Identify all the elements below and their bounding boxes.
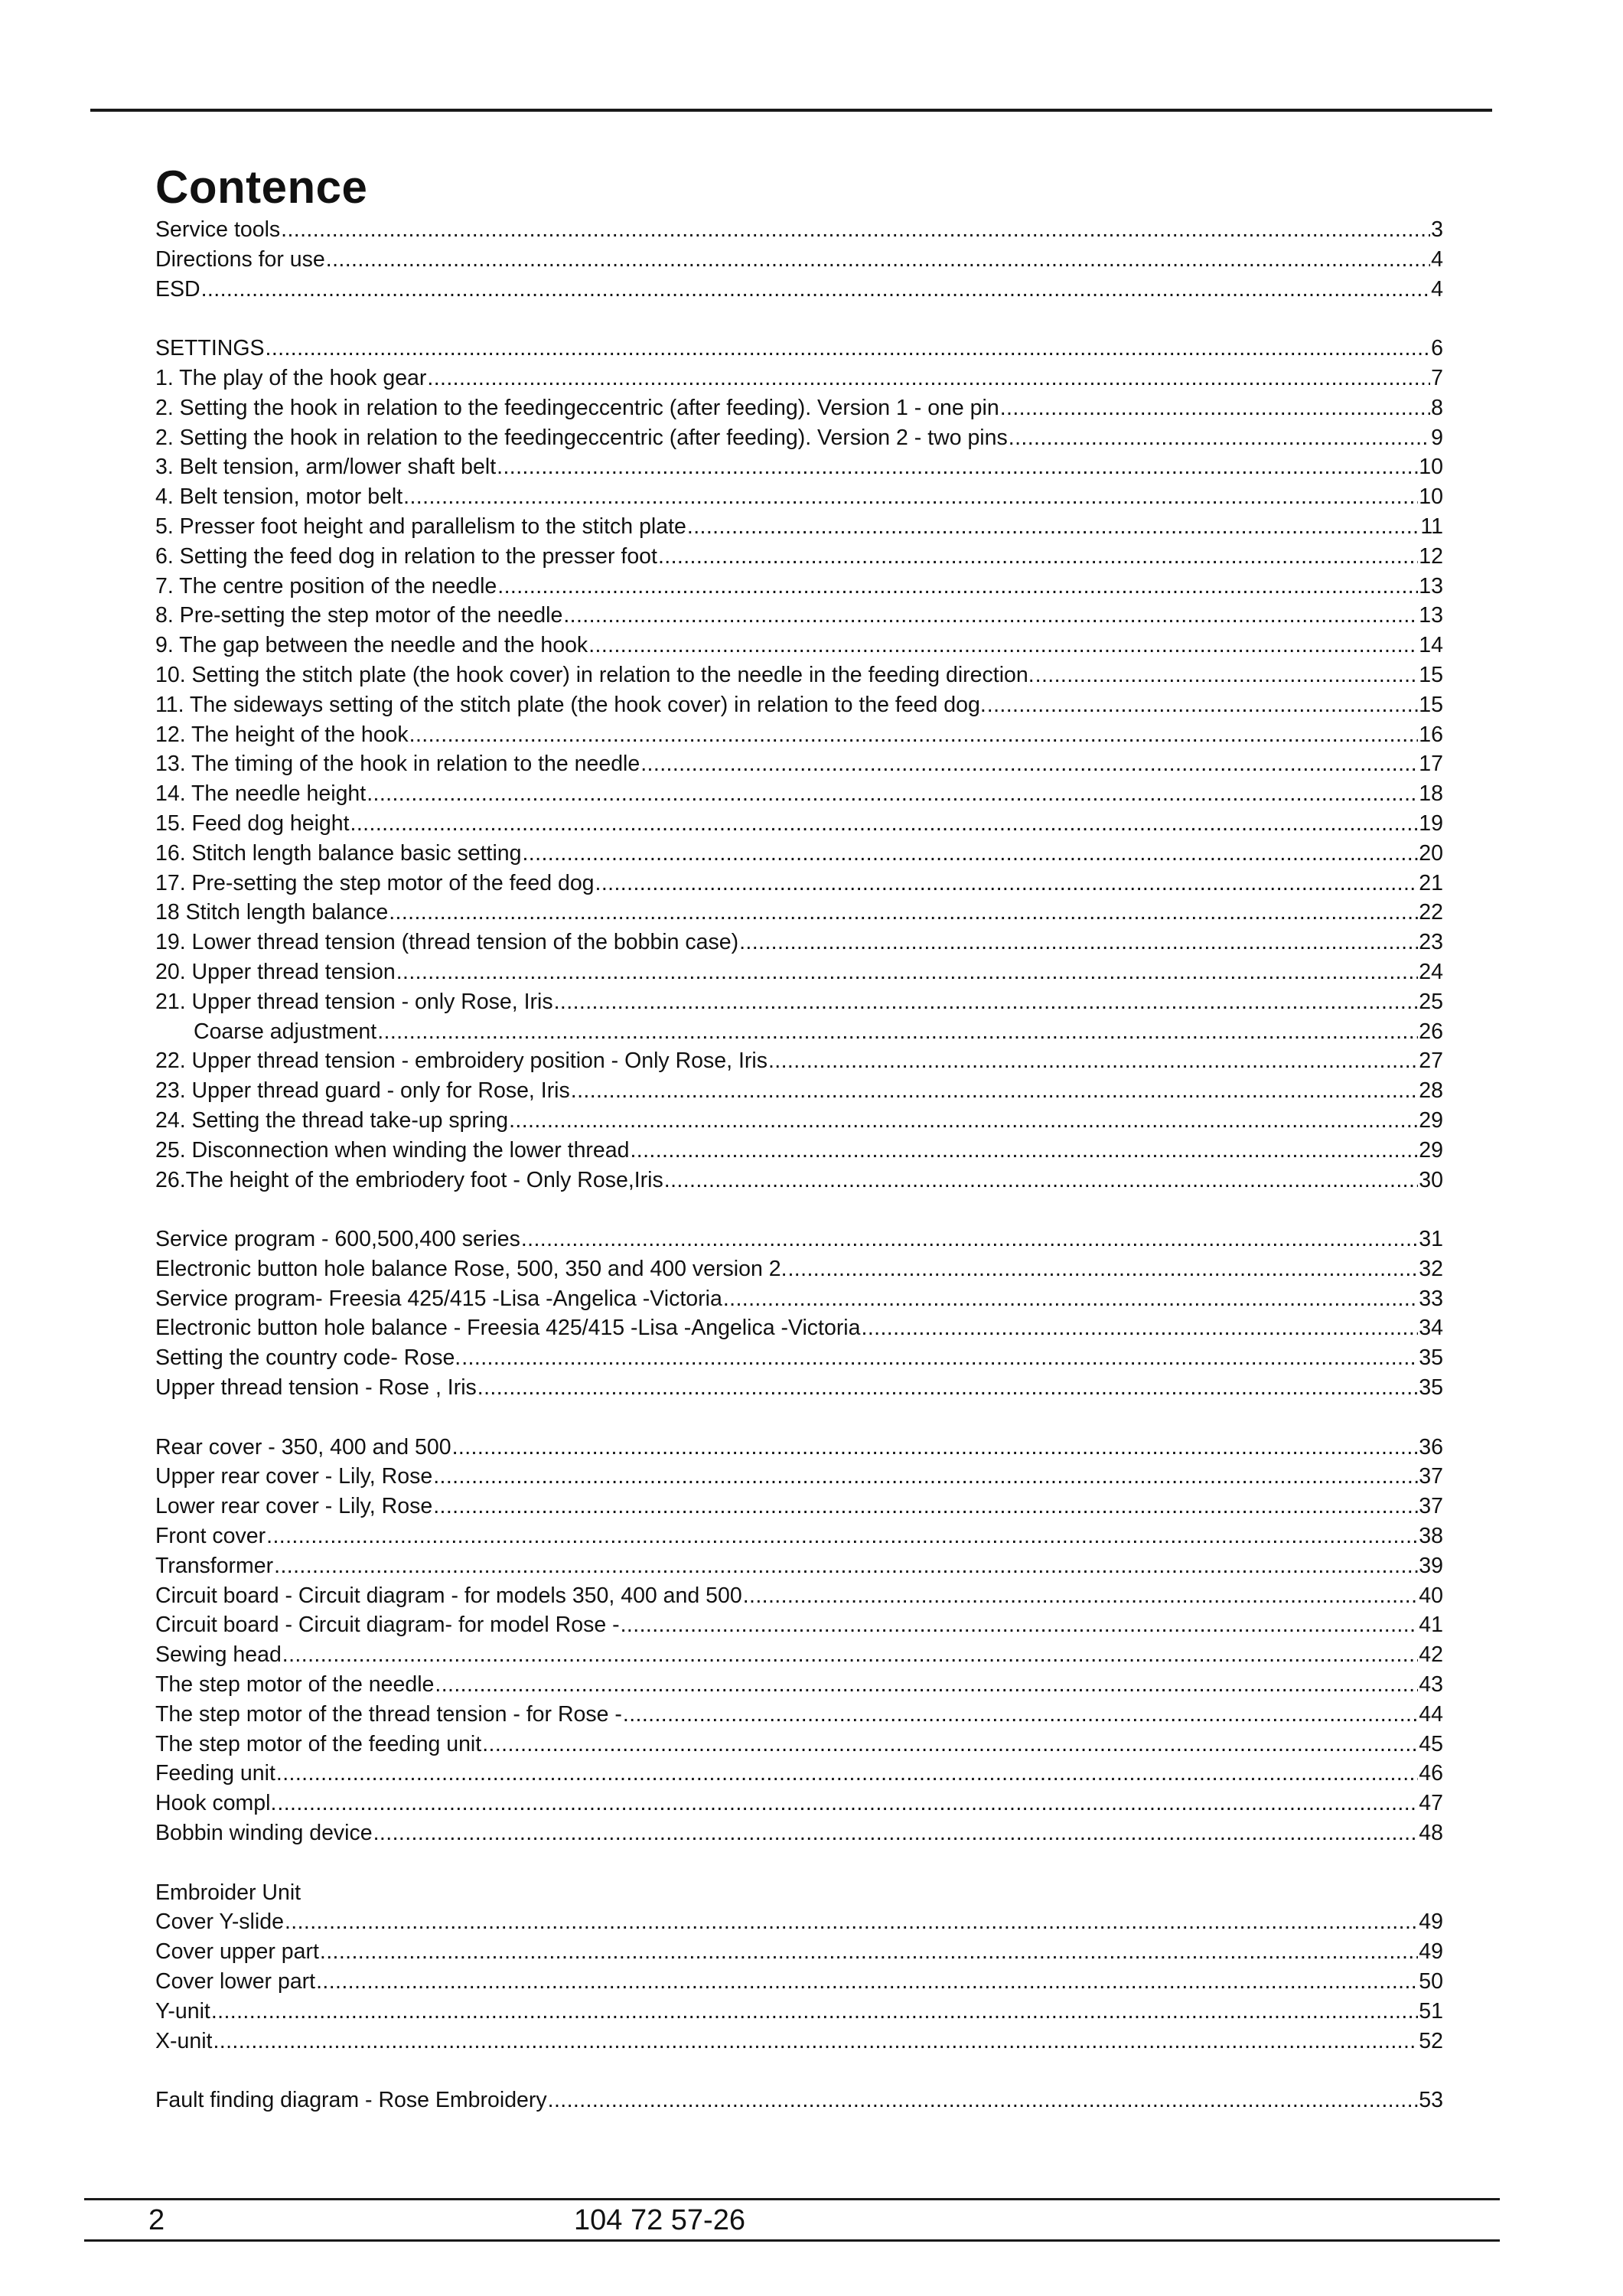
dot-leader xyxy=(497,572,1418,602)
dot-leader xyxy=(640,749,1418,779)
dot-leader xyxy=(201,275,1431,305)
toc-entry-page: 15 xyxy=(1419,692,1443,717)
toc-entry[interactable] xyxy=(155,1967,1443,1997)
toc-entry-page: 41 xyxy=(1419,1613,1443,1638)
dot-leader xyxy=(477,1373,1419,1403)
toc-entry[interactable] xyxy=(155,869,1443,899)
toc-entry-title: Lower rear cover - Lily, Rose xyxy=(155,1494,433,1519)
dot-leader xyxy=(768,1046,1418,1076)
dot-leader xyxy=(282,1640,1419,1670)
toc-entry-title: Rear cover - 350, 400 and 500 xyxy=(155,1434,451,1459)
toc-entry-title: Cover lower part xyxy=(155,1969,316,1994)
toc-entry-page: 12 xyxy=(1419,543,1443,569)
toc-entry-title: 2. Setting the hook in relation to the feedingeccentric (after feeding). Version 2 - two pins xyxy=(155,425,1008,450)
toc-entry-page: 37 xyxy=(1419,1494,1443,1519)
toc-entry[interactable] xyxy=(155,245,1443,275)
toc-entry[interactable] xyxy=(155,1373,1443,1403)
toc-entry-title: 21. Upper thread tension - only Rose, Iris xyxy=(155,989,553,1014)
toc-entry[interactable] xyxy=(155,1581,1443,1611)
dot-leader xyxy=(595,869,1419,899)
toc-entry-title: Feeding unit xyxy=(155,1761,275,1786)
footer-rule-bottom xyxy=(84,2239,1500,2242)
toc-entry[interactable] xyxy=(155,1166,1443,1195)
toc-entry-title: 12. The height of the hook xyxy=(155,722,409,747)
toc-entry[interactable] xyxy=(155,1789,1443,1818)
toc-entry[interactable] xyxy=(155,720,1443,750)
dot-leader xyxy=(433,1492,1418,1521)
dot-leader xyxy=(623,1700,1418,1730)
toc-entry-title: Y-unit xyxy=(155,1998,210,2024)
toc-entry[interactable] xyxy=(155,542,1443,572)
toc-entry[interactable] xyxy=(155,779,1443,809)
toc-entry[interactable] xyxy=(155,1937,1443,1967)
dot-leader xyxy=(554,987,1419,1017)
section-gap xyxy=(155,1195,1443,1225)
dot-leader xyxy=(427,364,1430,393)
toc-entry-page: 30 xyxy=(1419,1167,1443,1192)
toc-entry-title: Circuit board - Circuit diagram - for models 350, 400 and 500 xyxy=(155,1583,742,1608)
toc-entry[interactable] xyxy=(155,987,1443,1017)
dot-leader xyxy=(571,1076,1419,1106)
toc-entry[interactable] xyxy=(155,512,1443,542)
toc-entry[interactable] xyxy=(155,957,1443,987)
dot-leader xyxy=(452,1433,1419,1463)
toc-entry-title: Electronic button hole balance Rose, 500, 350 and 400 version 2. xyxy=(155,1256,787,1281)
toc-entry-title: 10. Setting the stitch plate (the hook cover) in relation to the needle in the feeding direction. xyxy=(155,662,1035,687)
toc-entry-page: 19 xyxy=(1419,810,1443,836)
toc-entry-page: 49 xyxy=(1419,1910,1443,1935)
toc-entry[interactable] xyxy=(155,2086,1443,2115)
toc-entry-page: 33 xyxy=(1419,1286,1443,1311)
toc-entry[interactable] xyxy=(155,1551,1443,1581)
dot-leader xyxy=(320,1937,1418,1967)
toc-entry[interactable] xyxy=(155,1017,1443,1047)
toc-entry-title: 2. Setting the hook in relation to the feedingeccentric (after feeding). Version 1 - one pin xyxy=(155,395,999,420)
toc-entry[interactable] xyxy=(155,690,1443,720)
dot-leader xyxy=(739,928,1418,957)
toc-entry[interactable] xyxy=(155,809,1443,839)
toc-entry[interactable] xyxy=(155,749,1443,779)
toc-entry[interactable] xyxy=(155,631,1443,660)
toc-entry-title: Sewing head xyxy=(155,1642,282,1668)
toc-entry-page: 47 xyxy=(1419,1791,1443,1816)
dot-leader xyxy=(389,898,1418,928)
toc-entry-title: 24. Setting the thread take-up spring xyxy=(155,1107,509,1133)
toc-entry[interactable] xyxy=(155,215,1443,245)
dot-leader xyxy=(377,1017,1418,1047)
toc-entry-page: 51 xyxy=(1419,1998,1443,2024)
toc-entry-title: SETTINGS xyxy=(155,336,265,361)
toc-entry[interactable] xyxy=(155,660,1443,690)
toc-entry-title: 22. Upper thread tension - embroidery position - Only Rose, Iris xyxy=(155,1049,768,1074)
toc-entry[interactable] xyxy=(155,364,1443,393)
toc-entry-page: 44 xyxy=(1419,1701,1443,1727)
dot-leader xyxy=(621,1610,1419,1640)
toc-entry-page: 35 xyxy=(1419,1345,1443,1371)
dot-leader xyxy=(213,2027,1418,2056)
toc-entry[interactable] xyxy=(155,393,1443,423)
toc-entry-title: Setting the country code- Rose. xyxy=(155,1345,461,1371)
toc-entry[interactable] xyxy=(155,839,1443,869)
dot-leader xyxy=(548,2086,1419,2115)
toc-entry-page: 40 xyxy=(1419,1583,1443,1608)
toc-entry-title: 7. The centre position of the needle xyxy=(155,573,497,598)
toc-entry[interactable] xyxy=(155,1521,1443,1551)
toc-entry-page: 16 xyxy=(1419,722,1443,747)
toc-entry-title: 25. Disconnection when winding the lower thread xyxy=(155,1137,630,1163)
toc-entry-page: 24 xyxy=(1419,959,1443,984)
toc-entry-page: 34 xyxy=(1419,1316,1443,1341)
toc-entry-page: 4 xyxy=(1431,246,1443,272)
toc-entry[interactable] xyxy=(155,423,1443,453)
dot-leader xyxy=(276,1759,1418,1789)
toc-entry[interactable] xyxy=(155,1076,1443,1106)
toc-entry-title: Cover upper part xyxy=(155,1939,319,1965)
toc-entry[interactable] xyxy=(155,1254,1443,1284)
toc-entry-page: 9 xyxy=(1431,425,1443,450)
toc-entry-title: 15. Feed dog height xyxy=(155,810,350,836)
toc-entry-title: Coarse adjustment xyxy=(194,1019,377,1044)
toc-entry[interactable] xyxy=(155,898,1443,928)
toc-entry[interactable] xyxy=(155,1759,1443,1789)
toc-entry-page: 6 xyxy=(1431,336,1443,361)
dot-leader xyxy=(409,720,1419,750)
toc-entry-page: 38 xyxy=(1419,1524,1443,1549)
toc-entry-page: 50 xyxy=(1419,1969,1443,1994)
toc-entry-page: 43 xyxy=(1419,1672,1443,1698)
dot-leader xyxy=(658,542,1418,572)
section-gap xyxy=(155,1848,1443,1878)
toc-entry-page: 29 xyxy=(1419,1137,1443,1163)
toc-entry[interactable] xyxy=(155,1106,1443,1136)
toc-entry-page: 42 xyxy=(1419,1642,1443,1668)
dot-leader xyxy=(522,839,1418,869)
toc-entry[interactable] xyxy=(155,452,1443,482)
toc-entry-page: 21 xyxy=(1419,870,1443,895)
toc-entry-title: 23. Upper thread guard - only for Rose, Iris xyxy=(155,1078,570,1104)
toc-entry[interactable] xyxy=(155,1136,1443,1166)
toc-entry[interactable] xyxy=(155,1462,1443,1492)
toc-entry-title: 26.The height of the embriodery foot - Only Rose,Iris xyxy=(155,1167,663,1192)
toc-entry[interactable] xyxy=(155,928,1443,957)
dot-leader xyxy=(563,601,1418,631)
dot-leader xyxy=(664,1166,1419,1195)
dot-leader xyxy=(509,1106,1418,1136)
dot-leader xyxy=(403,482,1418,512)
toc-entry-title: The step motor of the thread tension - for Rose - xyxy=(155,1701,622,1727)
toc-entry-page: 27 xyxy=(1419,1049,1443,1074)
dot-leader xyxy=(433,1462,1418,1492)
toc-entry[interactable] xyxy=(155,1700,1443,1730)
page-footer xyxy=(84,2198,1500,2242)
toc-entry-title: 1. The play of the hook gear xyxy=(155,365,427,390)
top-rule xyxy=(90,109,1492,112)
toc-entry-page: 4 xyxy=(1431,276,1443,302)
toc-entry-title: Upper thread tension - Rose , Iris xyxy=(155,1375,477,1401)
toc-entry-page: 31 xyxy=(1419,1227,1443,1252)
dot-leader xyxy=(285,1907,1418,1937)
section-gap xyxy=(155,2056,1443,2086)
toc-entry-title: Upper rear cover - Lily, Rose xyxy=(155,1464,433,1489)
toc-entry-page: 20 xyxy=(1419,840,1443,866)
dot-leader xyxy=(482,1730,1418,1760)
toc-entry[interactable] xyxy=(155,1730,1443,1760)
toc-entry-page: 22 xyxy=(1419,900,1443,925)
toc-entry-page: 28 xyxy=(1419,1078,1443,1104)
dot-leader xyxy=(277,1789,1418,1818)
toc-entry-title: Electronic button hole balance - Freesia 425/415 -Lisa -Angelica -Victoria xyxy=(155,1316,861,1341)
toc-entry-page: 23 xyxy=(1419,930,1443,955)
toc-entry[interactable] xyxy=(155,1640,1443,1670)
dot-leader xyxy=(588,631,1418,660)
dot-leader xyxy=(862,1313,1419,1343)
toc-entry-title: 8. Pre-setting the step motor of the needle xyxy=(155,603,563,628)
dot-leader xyxy=(266,334,1431,364)
toc-entry[interactable] xyxy=(155,1343,1443,1373)
toc-entry-title: 18 Stitch length balance xyxy=(155,900,389,925)
toc-entry-title: Bobbin winding device xyxy=(155,1821,373,1846)
toc-entry-title: Service tools xyxy=(155,217,281,242)
toc-entry-page: 7 xyxy=(1431,365,1443,390)
toc-entry-page: 29 xyxy=(1419,1107,1443,1133)
toc-entry-page: 13 xyxy=(1419,603,1443,628)
toc-entry-page: 17 xyxy=(1419,752,1443,777)
dot-leader xyxy=(281,215,1430,245)
dot-leader xyxy=(723,1284,1418,1314)
toc-entry[interactable] xyxy=(155,2027,1443,2056)
toc-entry-title: Transformer xyxy=(155,1553,274,1578)
dot-leader xyxy=(1035,660,1419,690)
toc-entry[interactable] xyxy=(155,1997,1443,2027)
toc-entry-page: 10 xyxy=(1419,455,1443,480)
toc-entry-title: 20. Upper thread tension xyxy=(155,959,396,984)
toc-entry-page: 52 xyxy=(1419,2028,1443,2053)
footer-document-number: 104 72 57-26 xyxy=(574,2204,745,2236)
toc-entry[interactable] xyxy=(155,275,1443,305)
footer-rule-top xyxy=(84,2198,1500,2200)
toc-entry-page: 14 xyxy=(1419,633,1443,658)
dot-leader xyxy=(316,1967,1418,1997)
dot-leader xyxy=(350,809,1419,839)
toc-entry-title: 11. The sideways setting of the stitch plate (the hook cover) in relation to the feed dog. xyxy=(155,692,986,717)
toc-entry-page: 18 xyxy=(1419,781,1443,807)
section-gap xyxy=(155,1403,1443,1433)
toc-entry-page: 10 xyxy=(1419,484,1443,510)
toc-entry-title: Circuit board - Circuit diagram- for model Rose - xyxy=(155,1613,620,1638)
toc-entry[interactable] xyxy=(155,1225,1443,1254)
dot-leader xyxy=(461,1343,1418,1373)
toc-entry[interactable] xyxy=(155,1313,1443,1343)
dot-leader xyxy=(326,245,1430,275)
toc-entry-page: 15 xyxy=(1419,662,1443,687)
dot-leader xyxy=(266,1521,1418,1551)
dot-leader xyxy=(687,512,1420,542)
toc-entry-title: 5. Presser foot height and parallelism to the stitch plate xyxy=(155,514,686,539)
toc-entry-title: Service program - 600,500,400 series xyxy=(155,1227,520,1252)
toc-entry[interactable] xyxy=(155,482,1443,512)
toc-entry-page: 11 xyxy=(1420,514,1443,539)
toc-entry-title: Service program- Freesia 425/415 -Lisa -Angelica -Victoria xyxy=(155,1286,722,1311)
toc-entry-page: 8 xyxy=(1431,395,1443,420)
toc-entry[interactable] xyxy=(155,601,1443,631)
toc-entry-title: X-unit xyxy=(155,2028,213,2053)
dot-leader xyxy=(1000,393,1430,423)
toc-entry-page: 36 xyxy=(1419,1434,1443,1459)
toc-entry[interactable] xyxy=(155,1907,1443,1937)
dot-leader xyxy=(396,957,1419,987)
dot-leader xyxy=(274,1551,1418,1581)
toc-entry-page: 35 xyxy=(1419,1375,1443,1401)
dot-leader xyxy=(211,1997,1418,2027)
dot-leader xyxy=(787,1254,1418,1284)
section-gap xyxy=(155,304,1443,334)
toc-entry[interactable] xyxy=(155,334,1443,364)
dot-leader xyxy=(630,1136,1418,1166)
dot-leader xyxy=(521,1225,1418,1254)
toc-entry-page: 49 xyxy=(1419,1939,1443,1965)
dot-leader xyxy=(373,1818,1419,1848)
toc-entry-title: 17. Pre-setting the step motor of the feed dog xyxy=(155,870,595,895)
toc-entry[interactable] xyxy=(155,1670,1443,1700)
table-of-contents xyxy=(155,215,1443,2115)
toc-entry-title: 14. The needle height xyxy=(155,781,367,807)
toc-entry-title: Front cover xyxy=(155,1524,266,1549)
toc-entry-title: 16. Stitch length balance basic setting xyxy=(155,840,522,866)
toc-entry-title: The step motor of the needle xyxy=(155,1672,435,1698)
toc-entry-title: 6. Setting the feed dog in relation to the presser foot xyxy=(155,543,657,569)
toc-entry-page: 45 xyxy=(1419,1731,1443,1756)
toc-entry-title: Fault finding diagram - Rose Embroidery xyxy=(155,2088,547,2113)
toc-entry[interactable] xyxy=(155,1433,1443,1463)
dot-leader xyxy=(987,690,1419,720)
section-heading: Embroider Unit xyxy=(155,1880,301,1905)
toc-entry-title: Hook compl. xyxy=(155,1791,277,1816)
dot-leader xyxy=(1009,423,1430,453)
dot-leader xyxy=(743,1581,1419,1611)
toc-entry-page: 37 xyxy=(1419,1464,1443,1489)
toc-entry-page: 25 xyxy=(1419,989,1443,1014)
toc-entry[interactable] xyxy=(155,1818,1443,1848)
toc-entry[interactable] xyxy=(155,1046,1443,1076)
toc-entry-title: ESD xyxy=(155,276,200,302)
toc-entry-page: 48 xyxy=(1419,1821,1443,1846)
dot-leader xyxy=(367,779,1418,809)
toc-entry-title: 19. Lower thread tension (thread tension of the bobbin case) xyxy=(155,930,739,955)
toc-entry-title: 3. Belt tension, arm/lower shaft belt xyxy=(155,455,497,480)
toc-entry-page: 3 xyxy=(1431,217,1443,242)
toc-entry-page: 53 xyxy=(1419,2088,1443,2113)
page-title: Contence xyxy=(155,161,368,213)
dot-leader xyxy=(435,1670,1418,1700)
toc-entry-page: 26 xyxy=(1419,1019,1443,1044)
toc-entry-page: 39 xyxy=(1419,1553,1443,1578)
toc-entry-title: 4. Belt tension, motor belt xyxy=(155,484,403,510)
toc-entry-page: 46 xyxy=(1419,1761,1443,1786)
toc-entry[interactable] xyxy=(155,1610,1443,1640)
toc-entry-title: The step motor of the feeding unit xyxy=(155,1731,482,1756)
toc-entry-title: 9. The gap between the needle and the hook xyxy=(155,633,588,658)
toc-entry-title: Directions for use xyxy=(155,246,325,272)
toc-entry[interactable] xyxy=(155,1284,1443,1314)
toc-entry[interactable] xyxy=(155,1492,1443,1521)
footer-page-number: 2 xyxy=(148,2204,165,2236)
toc-entry-title: Cover Y-slide xyxy=(155,1910,284,1935)
toc-entry[interactable] xyxy=(155,572,1443,602)
dot-leader xyxy=(497,452,1418,482)
toc-entry-title: 13. The timing of the hook in relation to the needle xyxy=(155,752,640,777)
toc-entry-page: 32 xyxy=(1419,1256,1443,1281)
toc-entry-page: 13 xyxy=(1419,573,1443,598)
